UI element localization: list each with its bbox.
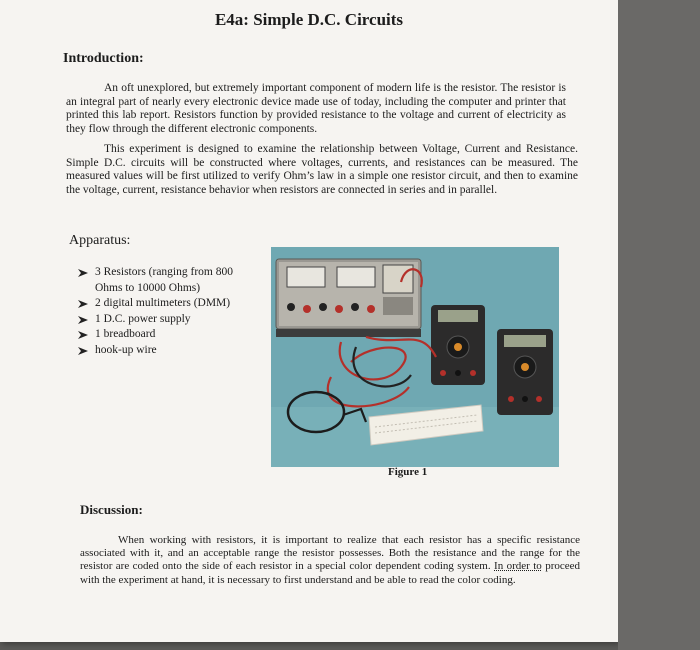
list-item [78,327,248,343]
apparatus-item-text: 1 breadboard [95,328,156,340]
apparatus-item-text: 1 D.C. power supply [95,312,191,325]
power-supply [276,259,421,337]
arrowhead-bullet-icon [78,300,88,308]
apparatus-item-text: hook-up wire [95,343,157,356]
intro-paragraph-2 [66,143,578,197]
discussion-text-start: When working with resistors, it is important to realize that each resistor has a specific resistance associated with it, and an acceptable range the resistor possesses. Both the resistance and the range for the resistor are coded onto the side of each resistor in a special color dependent coding system. [80,534,580,573]
apparatus-photo [271,247,559,467]
list-item [78,265,248,296]
list-item [78,296,248,312]
arrowhead-bullet-icon [78,347,88,355]
apparatus-heading: Apparatus: [69,233,131,248]
arrowhead-bullet-icon [78,269,88,277]
page-title: E4a: Simple D.C. Circuits [214,10,404,29]
list-item [78,312,248,328]
discussion-paragraph [80,534,580,587]
arrowhead-bullet-icon [78,331,88,339]
discussion-text-end: proceed with the experiment at hand, it is necessary to first understand and be able to read the color coding. [80,560,580,586]
intro-paragraph-1-text: An oft unexplored, but extremely important component of modern life is the resistor. The resistor is an integral part of nearly every electronic device made use of today, including the computer and printer that printed this lab report. Resistors function by provided resistance to the voltage and current of electricity as they flow through the different electronic components. [66,82,566,135]
intro-paragraph-1 [66,82,566,136]
list-item [78,343,248,359]
introduction-heading: Introduction: [63,51,144,66]
intro-paragraph-2-text: This experiment is designed to examine the relationship between Voltage, Current and Resistance. Simple D.C. circuits will be constructed where voltages, currents, and resistances can be measured. The measured values will be first utilized to verify Ohm’s law in a simple one resistor circuit, and then to examine the voltage, current, resistance behavior when resistors are connected in series and in parallel. [66,143,578,196]
discussion-heading: Discussion: [80,502,143,517]
multimeter-2 [497,329,553,415]
figure-caption: Figure 1 [388,466,428,478]
multimeter-1 [431,305,485,385]
backdrop-strip [618,0,700,650]
apparatus-list [78,265,248,358]
apparatus-item-text: 3 Resistors (ranging from 800 Ohms to 10000 Ohms) [95,266,233,294]
apparatus-item-text: 2 digital multimeters (DMM) [95,297,231,309]
arrowhead-bullet-icon [78,316,88,324]
discussion-underlined-phrase: In order to [494,560,542,573]
